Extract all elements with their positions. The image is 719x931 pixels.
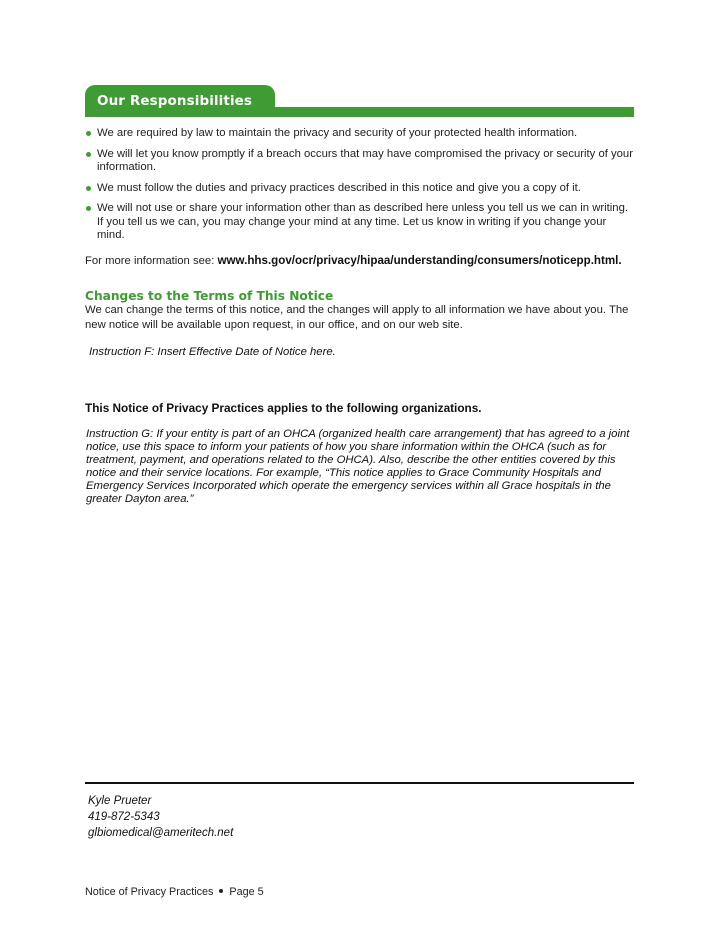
bullet-icon: [86, 186, 91, 191]
section-tab: [85, 85, 275, 117]
section-title: Our Responsibilities: [97, 93, 253, 109]
contact-email: glbiomedical@ameritech.net: [88, 827, 234, 839]
list-item-text: We will let you know promptly if a breach occurs that may have compromised the privacy or security of your information.: [97, 147, 633, 173]
list-item-text: We will not use or share your information other than as described here unless you tell us we can in writing. If you tell us we can, you may change your mind at any time. Let us know in writing if you change your mind.: [97, 202, 629, 241]
bullet-icon: [86, 152, 91, 157]
instruction-g: Instruction G: If your entity is part of an OHCA (organized health care arrangement) that has agreed to a joint notice, use this space to inform your patients of how you share information within the OHCA (such as for treatment, payment, and operations related to the OHCA). Also, describe the other entities covered by this notice and their service locations. For example, “This notice applies to Grace Community Hospitals and Emergency Services Incorporated which operate the emergency services within all Grace hospitals in the greater Dayton area.”: [86, 428, 630, 505]
bullet-icon: [86, 206, 91, 211]
hhs-url-link[interactable]: www.hhs.gov/ocr/privacy/hipaa/understanding/consumers/noticepp.html.: [217, 254, 622, 267]
list-item-text: We are required by law to maintain the privacy and security of your protected health information.: [97, 127, 578, 139]
list-item: [85, 182, 635, 196]
list-item-text: We must follow the duties and privacy practices described in this notice and give you a copy of it.: [97, 181, 581, 194]
bullet-separator-icon: [219, 889, 223, 893]
contact-name: Kyle Prueter: [88, 795, 152, 807]
list-item: [85, 127, 635, 141]
bullet-icon: [86, 131, 91, 136]
instruction-f: Instruction F: Insert Effective Date of Notice here.: [89, 346, 336, 358]
contact-block: [88, 793, 233, 841]
responsibilities-list: [85, 127, 635, 250]
applies-heading: This Notice of Privacy Practices applies to the following organizations.: [85, 401, 482, 415]
footer-divider: [85, 782, 634, 784]
changes-heading: Changes to the Terms of This Notice: [85, 289, 334, 303]
footer-doc-title: Notice of Privacy Practices: [85, 886, 214, 898]
more-info-prefix: For more information see:: [85, 255, 218, 267]
list-item: [85, 202, 635, 243]
page-number: Page 5: [229, 886, 264, 898]
contact-phone: 419-872-5343: [88, 811, 160, 823]
section-header: [85, 85, 634, 117]
page-footer: [85, 886, 264, 898]
more-info-line: [85, 254, 645, 267]
list-item: [85, 148, 635, 175]
changes-body: We can change the terms of this notice, and the changes will apply to all information we have about you. The new notice will be available upon request, in our office, and on our web site.: [85, 304, 629, 331]
